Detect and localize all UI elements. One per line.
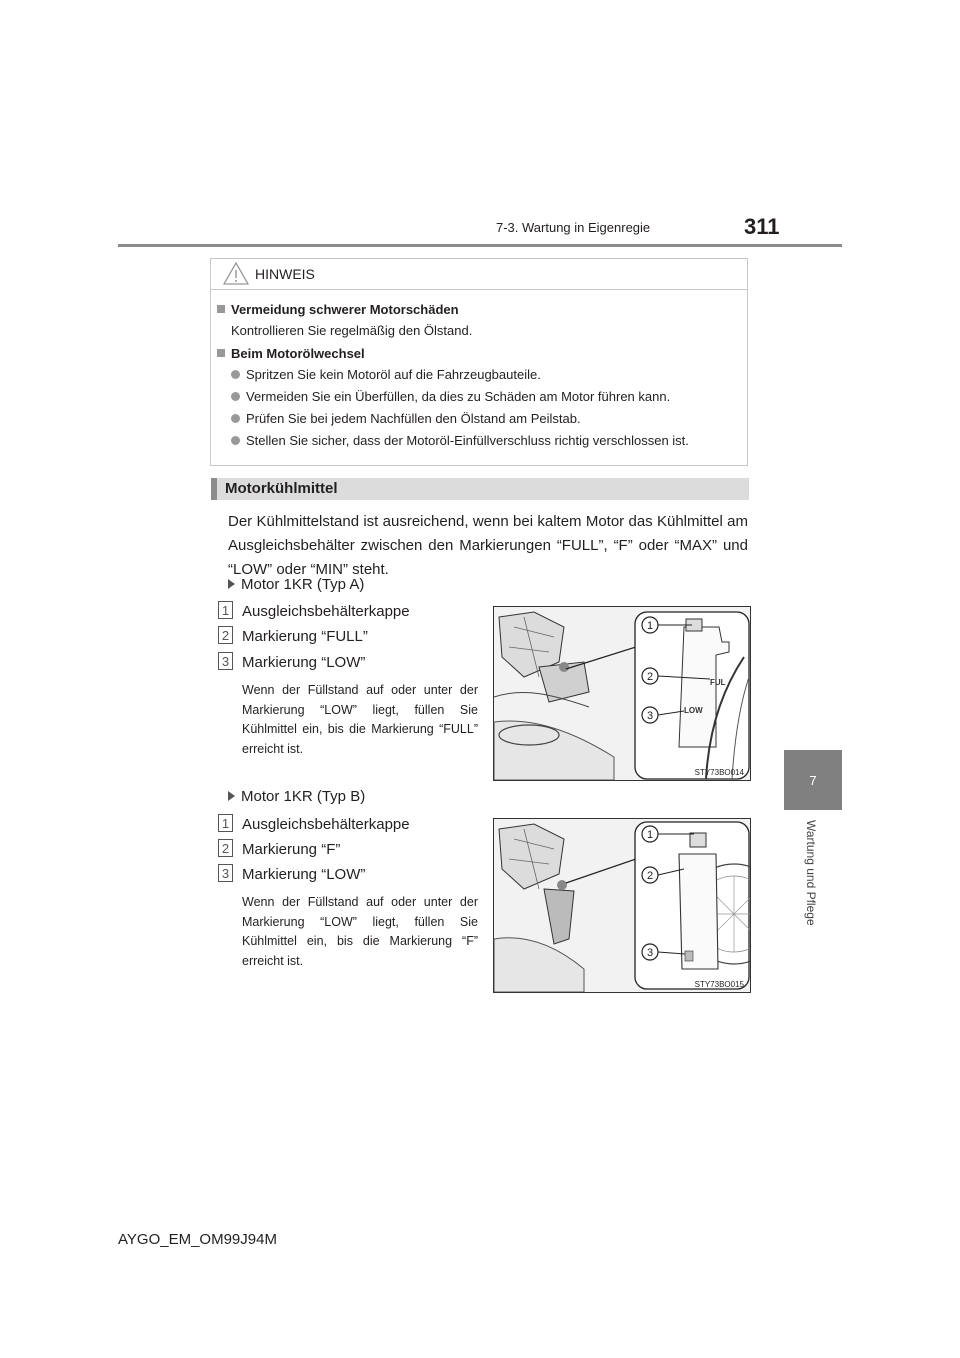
triangle-bullet-icon [228, 791, 235, 801]
svg-text:1: 1 [646, 829, 654, 841]
svg-text:FUL: FUL [710, 678, 726, 687]
round-bullet-icon [231, 392, 240, 401]
section-heading-accent [211, 478, 217, 500]
notice-heading-2: Beim Motorölwechsel [217, 346, 365, 361]
engine-a-note: Wenn der Füllstand auf oder unter der Markierung “LOW” liegt, füllen Sie Kühlmittel ein, bis die Markierung “FULL” erreicht ist. [242, 683, 478, 756]
notice-heading-1: Vermeidung schwerer Motorschäden [217, 302, 459, 317]
item-number-2 [218, 839, 234, 857]
section-title: Motorkühlmittel [225, 480, 338, 497]
notice-header [211, 259, 747, 290]
svg-text:3: 3 [221, 866, 230, 881]
engine-a-item-3: Markierung “LOW” [242, 654, 366, 671]
engine-a-item-2: Markierung “FULL” [242, 628, 368, 645]
svg-text:1: 1 [221, 603, 230, 618]
svg-text:2: 2 [646, 870, 654, 882]
engine-b-item-2: Markierung “F” [242, 841, 341, 858]
notice-text-1: Kontrollieren Sie regelmäßig den Ölstand. [231, 323, 473, 338]
item-number-1 [218, 814, 234, 832]
figure-engine-b [493, 818, 751, 993]
notice-item: Spritzen Sie kein Motoröl auf die Fahrzeugbauteile. [231, 367, 541, 382]
engine-b-note: Wenn der Füllstand auf oder unter der Markierung “LOW” liegt, füllen Sie Kühlmittel ein, bis die Markierung “F” erreicht ist. [242, 895, 478, 968]
svg-text:LOW: LOW [684, 706, 703, 715]
notice-title: HINWEIS [255, 266, 315, 282]
svg-text:1: 1 [221, 816, 230, 831]
running-header-section: 7-3. Wartung in Eigenregie [496, 220, 651, 235]
triangle-bullet-icon [228, 579, 235, 589]
item-number-3 [218, 652, 234, 670]
notice-item: Prüfen Sie bei jedem Nachfüllen den Ölstand am Peilstab. [231, 411, 581, 426]
item-number-1 [218, 601, 234, 619]
engine-a-item-1: Ausgleichsbehälterkappe [242, 603, 410, 620]
round-bullet-icon [231, 414, 240, 423]
svg-text:3: 3 [646, 710, 654, 722]
square-bullet-icon [217, 349, 225, 357]
header-rule [118, 244, 842, 247]
svg-text:3: 3 [646, 947, 654, 959]
engine-b-item-1: Ausgleichsbehälterkappe [242, 816, 410, 833]
section-heading-bar [211, 478, 749, 500]
engine-b-heading: Motor 1KR (Typ B) [228, 788, 365, 805]
square-bullet-icon [217, 305, 225, 313]
item-number-3 [218, 864, 234, 882]
engine-b-item-3: Markierung “LOW” [242, 866, 366, 883]
figure-engine-a [493, 606, 751, 781]
chapter-tab: 7 [784, 750, 842, 810]
figure-engine-b-illustration [494, 819, 750, 992]
notice-item: Stellen Sie sicher, dass der Motoröl-Einfüllverschluss richtig verschlossen ist. [231, 433, 689, 448]
page-number: 311 [744, 214, 780, 239]
chapter-tab-label: Wartung und Pflege [804, 820, 818, 926]
svg-text:2: 2 [221, 841, 230, 856]
document-code-footer: AYGO_EM_OM99J94M [118, 1231, 277, 1248]
round-bullet-icon [231, 436, 240, 445]
engine-a-heading: Motor 1KR (Typ A) [228, 576, 364, 593]
svg-text:2: 2 [646, 671, 654, 683]
round-bullet-icon [231, 370, 240, 379]
warning-triangle-icon [223, 262, 249, 290]
svg-text:3: 3 [221, 654, 230, 669]
notice-item: Vermeiden Sie ein Überfüllen, da dies zu Schäden am Motor führen kann. [231, 389, 670, 404]
item-number-2 [218, 626, 234, 644]
figure-code: STY73BO015 [694, 980, 744, 989]
intro-paragraph: Der Kühlmittelstand ist ausreichend, wenn bei kaltem Motor das Kühlmittel am Ausgleichsbehälter zwischen den Markierungen “FULL”, “F” oder “MAX” und “LOW” oder “MIN” steht. [228, 513, 748, 578]
notice-box [210, 258, 748, 466]
figure-code: STY73BO014 [694, 768, 744, 777]
svg-text:2: 2 [221, 628, 230, 643]
svg-text:1: 1 [646, 620, 654, 632]
figure-engine-a-illustration [494, 607, 750, 780]
